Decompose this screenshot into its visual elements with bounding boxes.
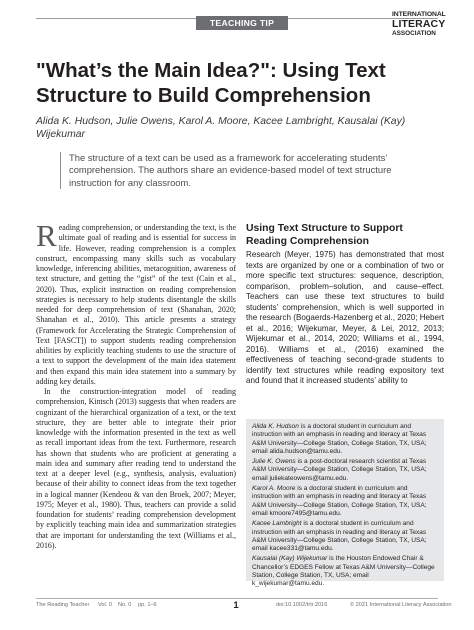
drop-cap: R bbox=[36, 218, 57, 253]
section-paragraph: Research (Meyer, 1975) has demonstrated that most texts are organized by one or a combination of two or more specific text structures: sequence, description, comparison, problem–solution, and cause–effect. Teachers can use these text structures to build students’ comprehension, which is well supported in the research (Bogaerds-Hazenberg et al., 2020; Hebert et al., 2016; Wijekumar, Meyer, & Lei, 2012, 2013; Wijekumar et al., 2014, 2020; Williams et al., 1994, 2016). Williams et al., (2016) examined the effectiveness of teaching second-grade students to identify text structures while reading expository text and found that it increased students’ ability to bbox=[246, 250, 444, 386]
logo-line-1: INTERNATIONAL bbox=[392, 11, 446, 18]
ila-logo bbox=[392, 11, 446, 38]
author-bios-box bbox=[246, 419, 444, 588]
footer-pages: pp. 1–6 bbox=[138, 602, 157, 608]
footer-issue: No. 0 bbox=[118, 602, 132, 608]
footer-copyright: © 2021 International Literacy Association bbox=[350, 602, 452, 608]
author-bio bbox=[252, 555, 438, 588]
page-number: 1 bbox=[233, 600, 239, 611]
right-column bbox=[246, 223, 444, 387]
bio-text: is a doctoral student in curriculum and instruction with an emphasis in reading and literacy at Texas A&M University—College Station, College Station, TX, USA; email alida.hudson@tamu.edu. bbox=[252, 423, 427, 455]
logo-line-2: LITERACY bbox=[392, 18, 446, 30]
bio-name: Alida K. Hudson bbox=[252, 423, 299, 430]
author-bio bbox=[252, 458, 438, 483]
footer-doi: doi:10.1002/trtr.2016 bbox=[276, 602, 328, 608]
author-bio bbox=[252, 485, 438, 518]
intro-text: eading comprehension, or understanding the text, is the ultimate goal of reading and is essential for success in life. However, reading comprehension is a complex construct, encompassing many skills such as vocabulary knowledge, inferencing abilities, metacognition, awareness of text structure, and getting the “gist” of the text (Cain et al., 2020). Thus, explicit instruction on reading comprehension strategies is necessary to help students disentangle the skills needed for deep comprehension of text (Shanahan, 2020; Shanahan et al., 2010). This article presents a strategy (Framework for Accelerating the Strategic Comprehension of Text [FASCT]) to support students reading comprehension abilities by explicitly teaching students to use the structure of a text to support the development of the main idea statement and then expand this main idea statement into a summary by adding key details. bbox=[36, 223, 236, 386]
logo-line-3: ASSOCIATION bbox=[392, 30, 436, 37]
author-bio bbox=[252, 520, 438, 553]
bio-text: is a doctoral student in curriculum and instruction with an emphasis in reading and literacy at Texas A&M University—College Station, College Station, TX, USA; email kmoore7495@tamu.edu. bbox=[252, 485, 427, 517]
construction-integration-paragraph: In the construction-integration model of reading comprehension, Kintsch (2013) suggests that when readers are cognizant of the hierarchical organization of a text, or the text structure, they are better able to integrate their prior knowledge with the information presented in the text as well as recall important ideas from the text. Furthermore, research has shown that students who are proficient at generating a main idea and summary after reading tend to understand the text at a deeper level (e.g., synthesis, analysis, evaluation) because of their ability to connect ideas from the text together in a logical manner (Kendeou & van den Broek, 2007; Meyer, 1975; Meyer et al., 1980). Thus, teachers can provide a solid foundation for students’ reading comprehension development by explicitly teaching main idea and summarization strategies that are important for understanding the text (Williams et al., 2016). bbox=[36, 387, 236, 550]
intro-paragraph bbox=[36, 218, 236, 387]
teaching-tip-badge: TEACHING TIP bbox=[196, 16, 288, 30]
article-authors: Alida K. Hudson, Julie Owens, Karol A. Moore, Kacee Lambright, Kausalai (Kay) Wijekumar bbox=[36, 116, 406, 141]
section-heading: Using Text Structure to Support Reading Comprehension bbox=[246, 223, 403, 247]
left-column bbox=[36, 218, 236, 551]
bio-text: is the Houston Endowed Chair & Chancellor’s EDGES Fellow at Texas A&M University—College Station, College Station, TX, USA; email k_wijekumar@tamu.edu. bbox=[252, 555, 435, 588]
abstract bbox=[60, 152, 438, 189]
bio-name: Kacee Lambright bbox=[252, 520, 302, 528]
footer-volume: Vol. 0 bbox=[98, 602, 112, 608]
abstract-text: The structure of a text can be used as a framework for accelerating students’ comprehension. The authors share an evidence-based model of text structure instruction for any classroom. bbox=[69, 152, 392, 188]
bio-text: is a doctoral student in curriculum and instruction with an emphasis in reading and literacy at Texas A&M University—College Station, College Station, TX, USA; email kacee331@tamu.edu. bbox=[252, 520, 427, 553]
bio-name: Kausalai (Kay) Wijekumar bbox=[252, 555, 328, 563]
bio-name: Julie K. Owens bbox=[252, 458, 296, 466]
bio-text: is a post-doctoral research scientist at Texas A&M University—College Station, College Station, TX, USA; email juliekateowens@tamu.edu. bbox=[252, 458, 427, 482]
author-bio bbox=[252, 423, 438, 456]
footer-journal: The Reading Teacher bbox=[36, 602, 90, 608]
article-title: "What’s the Main Idea?": Using Text Structure to Build Comprehension bbox=[36, 59, 386, 107]
bio-name: Karol A. Moore bbox=[252, 485, 296, 493]
